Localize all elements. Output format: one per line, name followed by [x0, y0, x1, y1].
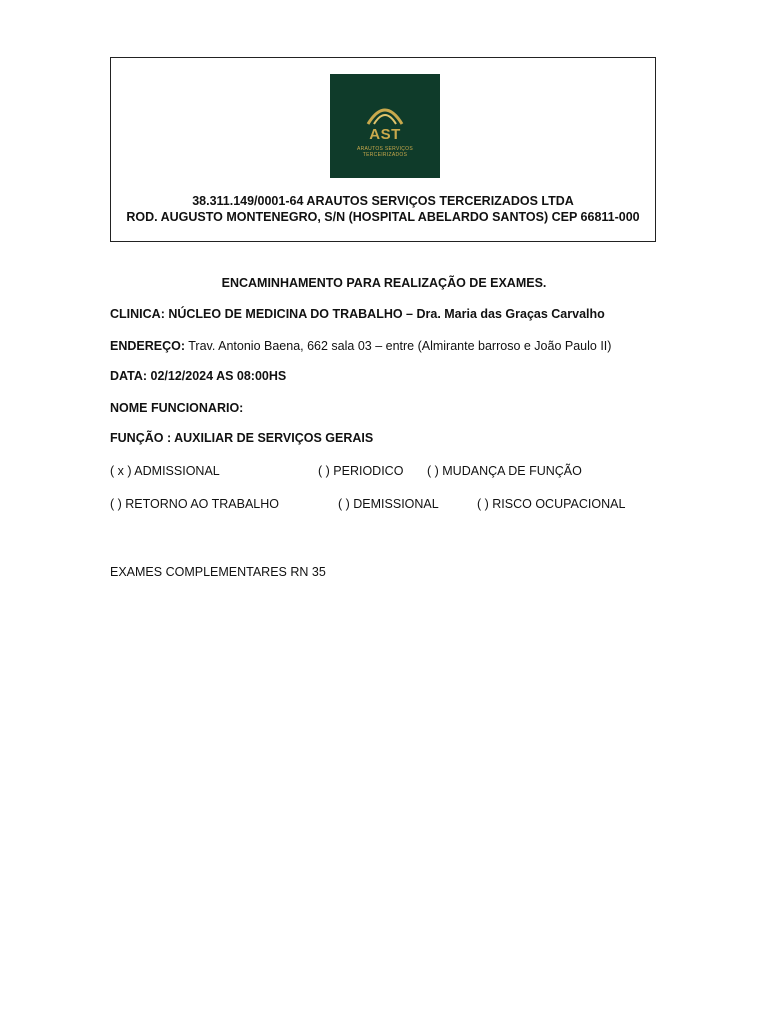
option-periodico: ( ) PERIODICO [318, 464, 404, 478]
option-risco-ocupacional: ( ) RISCO OCUPACIONAL [477, 497, 626, 511]
address-value: Trav. Antonio Baena, 662 sala 03 – entre (Almirante barroso e João Paulo II) [185, 339, 612, 353]
date-time: 08:00HS [236, 369, 287, 383]
document-title: ENCAMINHAMENTO PARA REALIZAÇÃO DE EXAMES. [221, 276, 547, 290]
address-line [110, 339, 611, 353]
company-address-line: ROD. AUGUSTO MONTENEGRO, S/N (HOSPITAL ABELARDO SANTOS) CEP 66811-000 [126, 210, 640, 224]
option-admissional: ( x ) ADMISSIONAL [110, 464, 220, 478]
letterhead [110, 57, 656, 242]
logo-brand: AST [369, 126, 401, 143]
option-retorno-trabalho: ( ) RETORNO AO TRABALHO [110, 497, 280, 511]
logo-subtitle-1: ARAUTOS SERVIÇOS [356, 146, 414, 152]
address-label: ENDEREÇO: [110, 339, 186, 353]
function-line: FUNÇÃO : AUXILIAR DE SERVIÇOS GERAIS [110, 431, 374, 445]
date-line [110, 369, 286, 383]
option-mudanca-funcao: ( ) MUDANÇA DE FUNÇÃO [427, 464, 582, 478]
date-label: DATA: 02/12/2024 AS [110, 369, 237, 383]
logo-subtitle-2: TERCEIRIZADOS [362, 152, 408, 158]
company-logo [330, 74, 440, 178]
complementary-exams: EXAMES COMPLEMENTARES RN 35 [110, 565, 326, 579]
company-id-line: 38.311.149/0001-64 ARAUTOS SERVIÇOS TERCERIZADOS LTDA [192, 194, 574, 208]
option-demissional: ( ) DEMISSIONAL [338, 497, 439, 511]
employee-name-line: NOME FUNCIONARIO: [110, 401, 244, 415]
clinic-line: CLINICA: NÚCLEO DE MEDICINA DO TRABALHO – Dra. Maria das Graças Carvalho [110, 307, 605, 321]
